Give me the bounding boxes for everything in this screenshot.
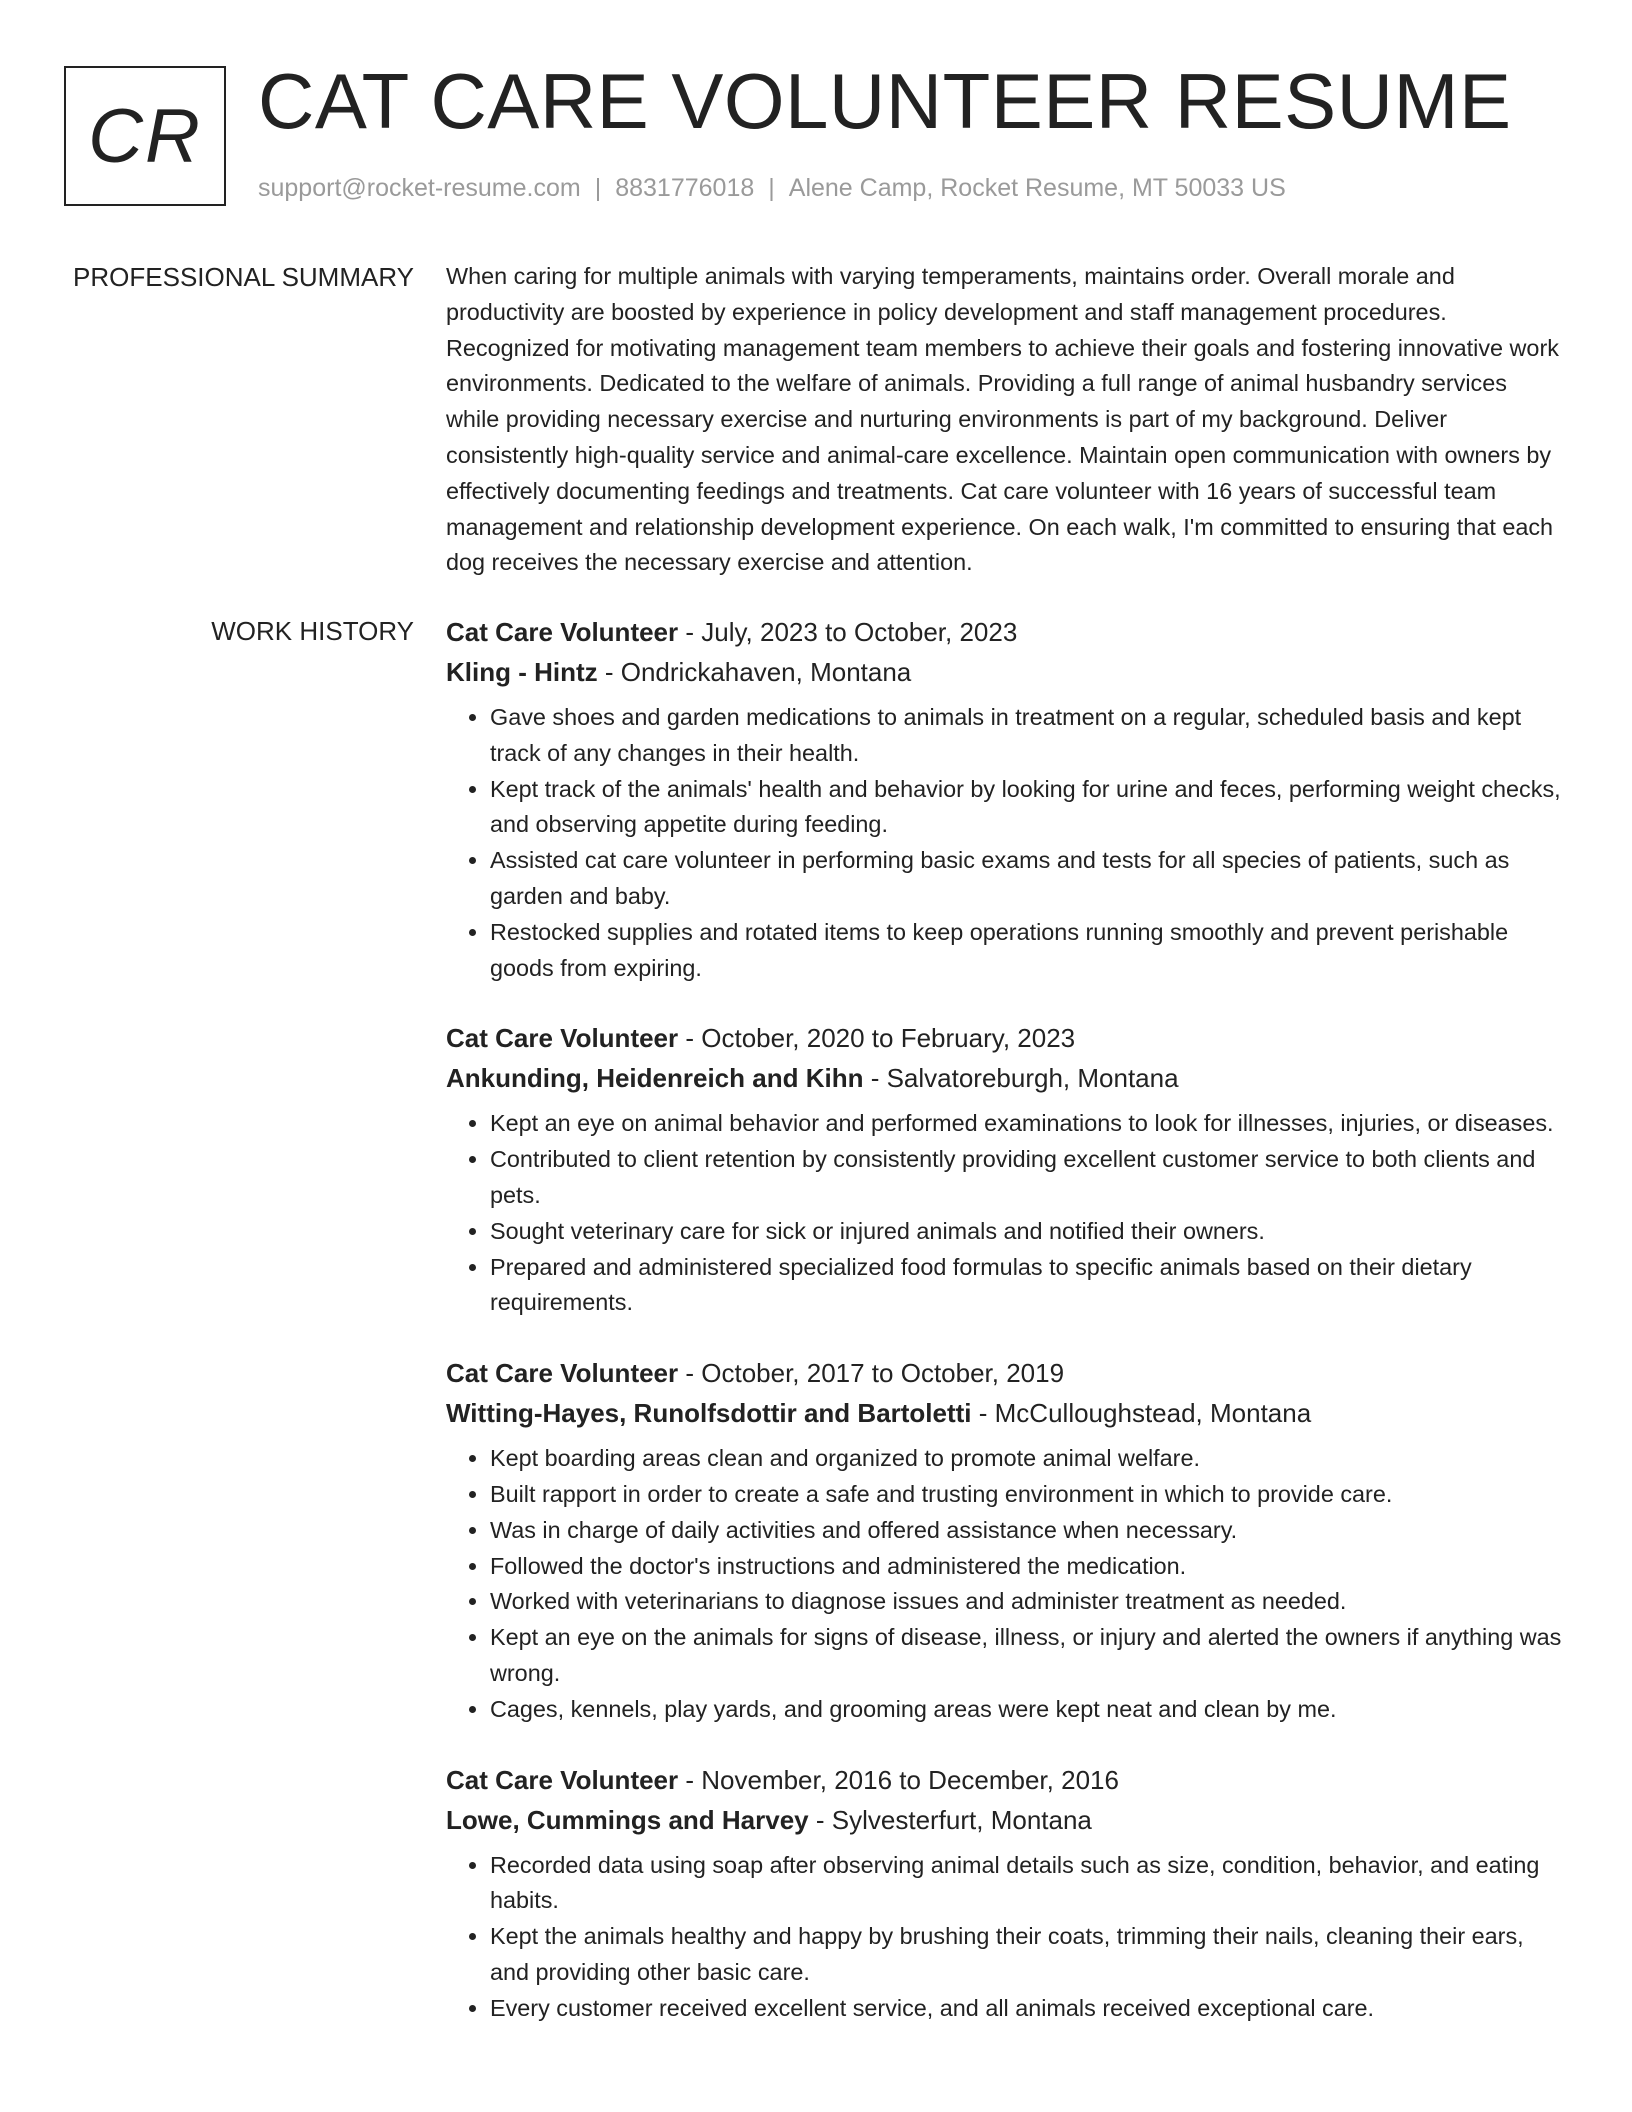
job-bullet: • Sought veterinary care for sick or injured animals and notified their owners. xyxy=(490,1214,1566,1250)
job-company: Ankunding, Heidenreich and Kihn xyxy=(446,1063,864,1094)
job-location: - Sylvesterfurt, Montana xyxy=(808,1804,1092,1835)
resume-title: CAT CARE VOLUNTEER RESUME xyxy=(258,57,1512,145)
job-bullet: • Prepared and administered specialized food formulas to specific animals based on their dietary requirements. xyxy=(490,1250,1566,1322)
job-title: Cat Care Volunteer xyxy=(446,617,679,647)
summary-section xyxy=(446,259,1566,581)
job-entry xyxy=(446,1018,1566,1321)
job-dates: - July, 2023 to October, 2023 xyxy=(678,617,1018,647)
contact-separator: | xyxy=(594,174,602,202)
job-title: Cat Care Volunteer xyxy=(446,1764,679,1795)
job-bullet: • Every customer received excellent service, and all animals received exceptional care. xyxy=(490,1991,1566,2027)
contact-phone: 8831776018 xyxy=(615,174,755,202)
job-dates: - November, 2016 to December, 2016 xyxy=(678,1764,1119,1795)
job-bullet: • Worked with veterinarians to diagnose issues and administer treatment as needed. xyxy=(490,1584,1566,1620)
job-location: - Ondrickahaven, Montana xyxy=(597,657,912,687)
job-bullet: • Recorded data using soap after observing animal details such as size, condition, behavior, and eating habits. xyxy=(490,1848,1566,1920)
work-history-section xyxy=(446,612,1566,2059)
job-bullet: • Kept track of the animals' health and behavior by looking for urine and feces, performing weight checks, and observing appetite during feeding. xyxy=(490,772,1566,844)
job-entry xyxy=(446,612,1566,986)
job-title-line xyxy=(446,1353,1566,1393)
job-bullet: • Followed the doctor's instructions and administered the medication. xyxy=(490,1549,1566,1585)
summary-section-label: PROFESSIONAL SUMMARY xyxy=(73,262,414,292)
job-title-line xyxy=(446,1760,1566,1800)
job-bullets xyxy=(446,1848,1566,2027)
job-bullet: • Restocked supplies and rotated items to keep operations running smoothly and prevent perishable goods from expiring. xyxy=(490,915,1566,987)
job-title-line xyxy=(446,1018,1566,1058)
job-company: Lowe, Cummings and Harvey xyxy=(446,1804,809,1835)
job-company-line xyxy=(446,1393,1566,1433)
job-bullet: • Kept an eye on the animals for signs of disease, illness, or injury and alerted the owners if anything was wrong. xyxy=(490,1620,1566,1692)
job-bullet: • Kept boarding areas clean and organized to promote animal welfare. xyxy=(490,1441,1566,1477)
job-bullet: • Kept an eye on animal behavior and performed examinations to look for illnesses, injuries, or diseases. xyxy=(490,1106,1566,1142)
job-title: Cat Care Volunteer xyxy=(446,1023,679,1054)
job-dates: - October, 2020 to February, 2023 xyxy=(678,1023,1076,1054)
job-bullet: • Was in charge of daily activities and offered assistance when necessary. xyxy=(490,1513,1566,1549)
job-entry xyxy=(446,1353,1566,1727)
job-bullet: • Contributed to client retention by consistently providing excellent customer service to both clients and pets. xyxy=(490,1142,1566,1214)
job-bullet: • Assisted cat care volunteer in performing basic exams and tests for all species of patients, such as garden and baby. xyxy=(490,843,1566,915)
job-dates: - October, 2017 to October, 2019 xyxy=(678,1358,1065,1389)
summary-text: When caring for multiple animals with varying temperaments, maintains order. Overall morale and productivity are boosted by experience in policy development and staff management procedures. Recognized for motivating management team members to achieve their goals and fostering innovative work environments. Dedicated to the welfare of animals. Providing a full range of animal husbandry services while providing necessary exercise and nurturing environments is part of my background. Deliver consistently high-quality service and animal-care excellence. Maintain open communication with owners by effectively documenting feedings and treatments. Cat care volunteer with 16 years of successful team management and relationship development experience. On each walk, I'm committed to ensuring that each dog receives the necessary exercise and attention. xyxy=(446,263,1559,576)
contact-line xyxy=(258,174,1286,203)
job-entry xyxy=(446,1760,1566,2027)
job-location: - McCulloughstead, Montana xyxy=(971,1398,1312,1429)
monogram-logo: CR xyxy=(64,66,226,206)
job-title: Cat Care Volunteer xyxy=(446,1358,679,1389)
job-bullets xyxy=(446,1106,1566,1321)
contact-email: support@rocket-resume.com xyxy=(258,174,581,202)
job-location: - Salvatoreburgh, Montana xyxy=(863,1063,1179,1094)
contact-separator: | xyxy=(768,174,775,202)
job-company: Witting-Hayes, Runolfsdottir and Bartoletti xyxy=(446,1398,972,1429)
job-company-line xyxy=(446,1058,1566,1098)
job-bullet: • Kept the animals healthy and happy by brushing their coats, trimming their nails, cleaning their ears, and providing other basic care. xyxy=(490,1919,1566,1991)
job-bullet: • Gave shoes and garden medications to animals in treatment on a regular, scheduled basis and kept track of any changes in their health. xyxy=(490,700,1566,772)
contact-address: Alene Camp, Rocket Resume, MT 50033 US xyxy=(788,174,1286,202)
job-bullets xyxy=(446,1441,1566,1727)
job-company-line xyxy=(446,1800,1566,1840)
job-bullets xyxy=(446,700,1566,986)
job-title-line xyxy=(446,612,1566,652)
job-company: Kling - Hintz xyxy=(446,657,598,687)
job-company-line xyxy=(446,652,1566,692)
job-bullet: • Cages, kennels, play yards, and grooming areas were kept neat and clean by me. xyxy=(490,1692,1566,1728)
job-bullet: • Built rapport in order to create a safe and trusting environment in which to provide care. xyxy=(490,1477,1566,1513)
work-history-section-label: WORK HISTORY xyxy=(211,616,414,646)
